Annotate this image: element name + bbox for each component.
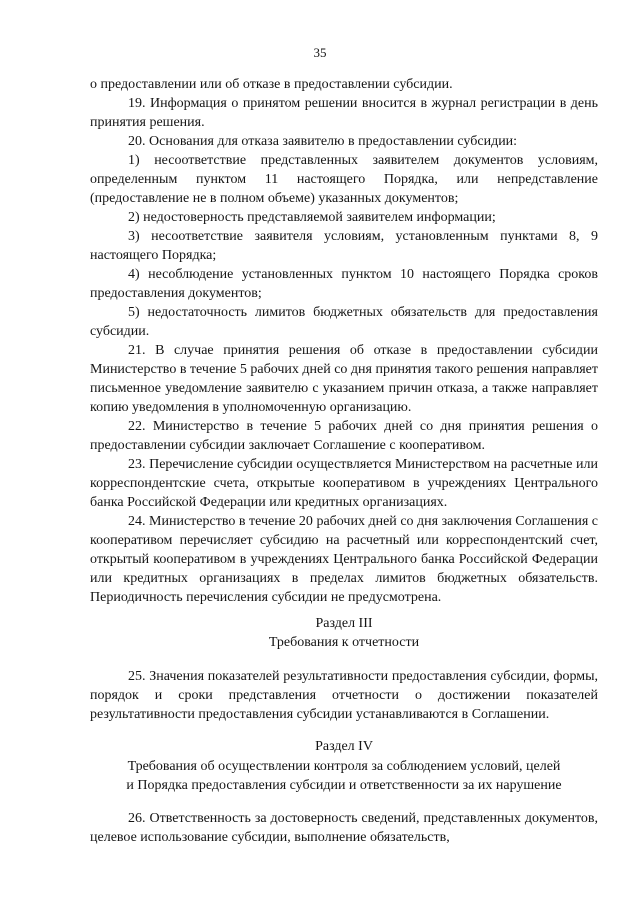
paragraph: 22. Министерство в течение 5 рабочих дней со дня принятия решения о предоставлении субсидии заключает Соглашение с кооперативом.: [90, 419, 598, 453]
paragraph: 24. Министерство в течение 20 рабочих дней со дня заключения Соглашения с кооперативом перечисляет субсидию на расчетный или корреспондентский счет, открытый кооперативом в учреждениях Центрального банка Российской Федерации или кредитных организациях в пределах лимитов бюджетных обязательств. Периодичность перечисления субсидии не предусмотрена.: [90, 514, 598, 605]
paragraph: 21. В случае принятия решения об отказе в предоставлении субсидии Министерство в течение 5 рабочих дней со дня принятия такого решения направляет письменное уведомление заявителю с указанием причин отказа, а также направляет копию уведомления в уполномоченную организацию.: [90, 343, 598, 415]
list-item: 4) несоблюдение установленных пунктом 10 настоящего Порядка сроков предоставления документов;: [90, 267, 598, 301]
paragraph: 20. Основания для отказа заявителю в предоставлении субсидии:: [128, 134, 518, 149]
section-title: Требования к отчетности: [268, 635, 420, 650]
paragraph: 23. Перечисление субсидии осуществляется Министерством на расчетные или корреспондентские счета, открытые кооперативом в учреждениях Центрального банка Российской Федерации или кредитных организациях.: [90, 457, 598, 510]
paragraph: о предоставлении или об отказе в предоставлении субсидии.: [90, 77, 453, 92]
paragraph: 26. Ответственность за достоверность сведений, представленных документов, целевое использование субсидии, выполнение обязательств,: [90, 811, 598, 845]
section-number: Раздел IV: [315, 739, 373, 754]
list-item: 3) несоответствие заявителя условиям, установленным пунктами 8, 9 настоящего Порядка;: [90, 229, 598, 263]
section-number: Раздел III: [315, 616, 373, 631]
list-item: 5) недостаточность лимитов бюджетных обязательств для предоставления субсидии.: [90, 305, 598, 339]
paragraph: 19. Информация о принятом решении вносится в журнал регистрации в день принятия решения.: [90, 96, 598, 130]
body-text: [90, 75, 598, 607]
section-title: и Порядка предоставления субсидии и ответственности за их нарушение: [126, 778, 562, 793]
list-item: 2) недостоверность представляемой заявителем информации;: [128, 210, 496, 225]
page-number: 35: [313, 45, 327, 60]
paragraph: 25. Значения показателей результативности предоставления субсидии, формы, порядок и сроки представления отчетности о достижении показателей результативности предоставления субсидии устанавливаются в Соглашении.: [90, 669, 598, 722]
section-title: Требования об осуществлении контроля за соблюдением условий, целей: [127, 759, 561, 774]
list-item: 1) несоответствие представленных заявителем документов условиям, определенным пунктом 11 настоящего Порядка, или непредставление (предоставление не в полном объеме) указанных документов;: [90, 153, 598, 206]
